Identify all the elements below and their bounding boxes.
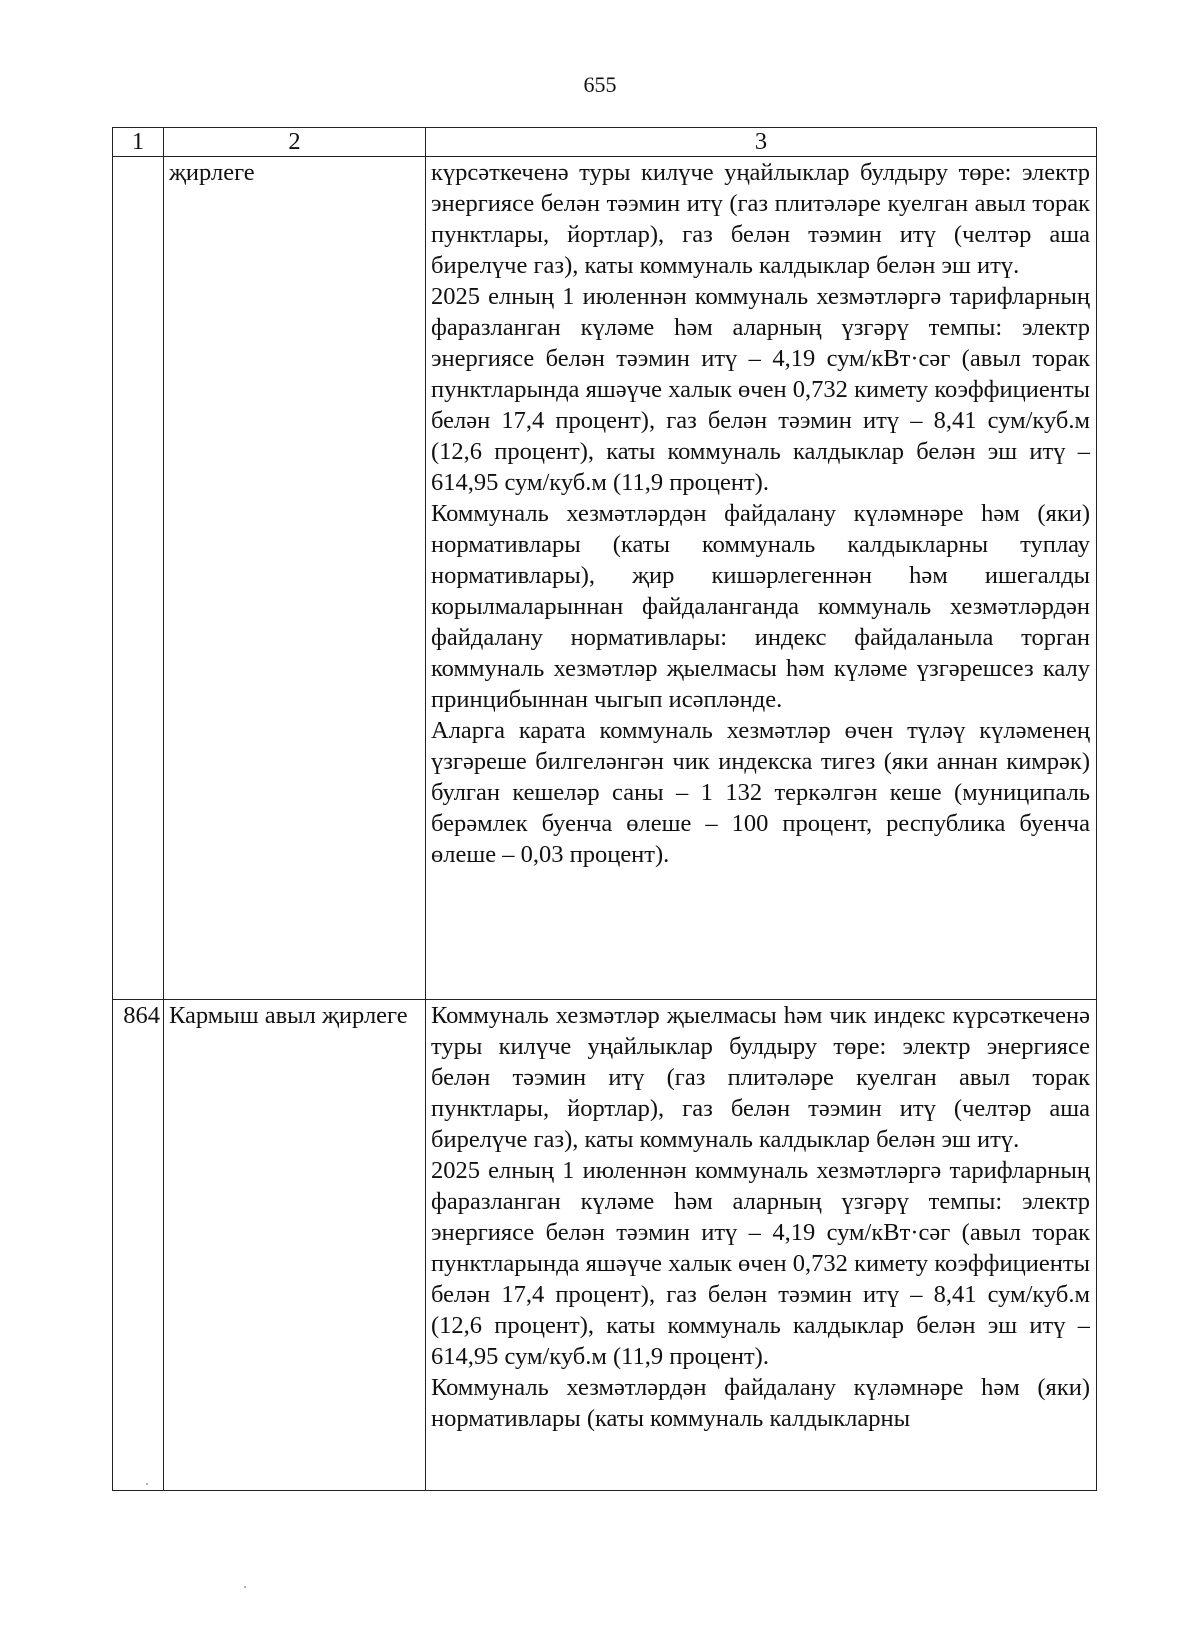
column-header-1: 1 [113, 128, 164, 157]
description-paragraph: Коммуналь хезмәтләр җыелмасы һәм чик индекс күрсәткеченә туры килүче уңайлыклар булдыру төре: электр энергиясе белән тәэмин итү (газ плитәләре куелган авыл торак пунктлары, йортлар), газ белән тәэмин итү (челтәр аша бирелүче газ), каты коммуналь калдыклар белән эш итү. [431, 1002, 1090, 1153]
row-number [113, 157, 164, 1000]
settlement-name: җирлеге [164, 157, 426, 1000]
row-number: 864 [113, 1000, 164, 1491]
table-header-row [113, 128, 1097, 157]
column-header-3: 3 [426, 128, 1097, 157]
document-table [112, 127, 1097, 1491]
description-cell [426, 157, 1097, 1000]
column-header-2: 2 [164, 128, 426, 157]
description-paragraph: Коммуналь хезмәтләрдән файдалану күләмнәре һәм (яки) нормативлары (каты коммуналь калдыкларны [431, 1374, 1090, 1432]
description-paragraph: 2025 елның 1 июленнән коммуналь хезмәтләргә тарифларның фаразланган күләме һәм аларның үзгәрү темпы: электр энергиясе белән тәэмин итү – 4,19 сум/кВт·сәг (авыл торак пунктларында яшәүче халык өчен 0,732 кимету коэффициенты белән 17,4 процент), газ белән тәэмин итү – 8,41 сум/куб.м (12,6 процент), каты коммуналь калдыклар белән эш итү – 614,95 сум/куб.м (11,9 процент). [431, 283, 1090, 496]
page-number: 655 [583, 72, 617, 97]
table-row [113, 157, 1097, 1000]
description-paragraph: 2025 елның 1 июленнән коммуналь хезмәтләргә тарифларның фаразланган күләме һәм аларның үзгәрү темпы: электр энергиясе белән тәэмин итү – 4,19 сум/кВт·сәг (авыл торак пунктларында яшәүче халык өчен 0,732 кимету коэффициенты белән 17,4 процент), газ белән тәэмин итү – 8,41 сум/куб.м (12,6 процент), каты коммуналь калдыклар белән эш итү – 614,95 сум/куб.м (11,9 процент). [431, 1157, 1090, 1370]
description-paragraph: Аларга карата коммуналь хезмәтләр өчен түләү күләменең үзгәреше билгеләнгән чик индекска тигез (яки аннан кимрәк) булган кешеләр саны – 1 132 теркәлгән кеше (муниципаль берәмлек буенча өлеше – 100 процент, республика буенча өлеше – 0,03 процент). [431, 717, 1090, 868]
table-row [113, 1000, 1097, 1491]
description-paragraph: күрсәткеченә туры килүче уңайлыклар булдыру төре: электр энергиясе белән тәэмин итү (газ плитәләре куелган авыл торак пунктлары, йортлар), газ белән тәэмин итү (челтәр аша бирелүче газ), каты коммуналь калдыклар белән эш итү. [431, 159, 1090, 279]
settlement-name: Кармыш авыл җирлеге [164, 1000, 426, 1491]
description-cell [426, 1000, 1097, 1491]
description-paragraph: Коммуналь хезмәтләрдән файдалану күләмнәре һәм (яки) нормативлары (каты коммуналь калдыкларны туплау нормативлары), җир кишәрлегеннән һәм ишегалды корылмаларыннан файдаланганда коммуналь хезмәтләрдән файдалану нормативлары: индекс файдаланыла торган коммуналь хезмәтләр җыелмасы һәм күләме үзгәрешсез калу принцибыннан чыгып исәпләнде. [431, 500, 1090, 713]
scan-speck [244, 1586, 246, 1588]
scan-speck [146, 1483, 148, 1485]
